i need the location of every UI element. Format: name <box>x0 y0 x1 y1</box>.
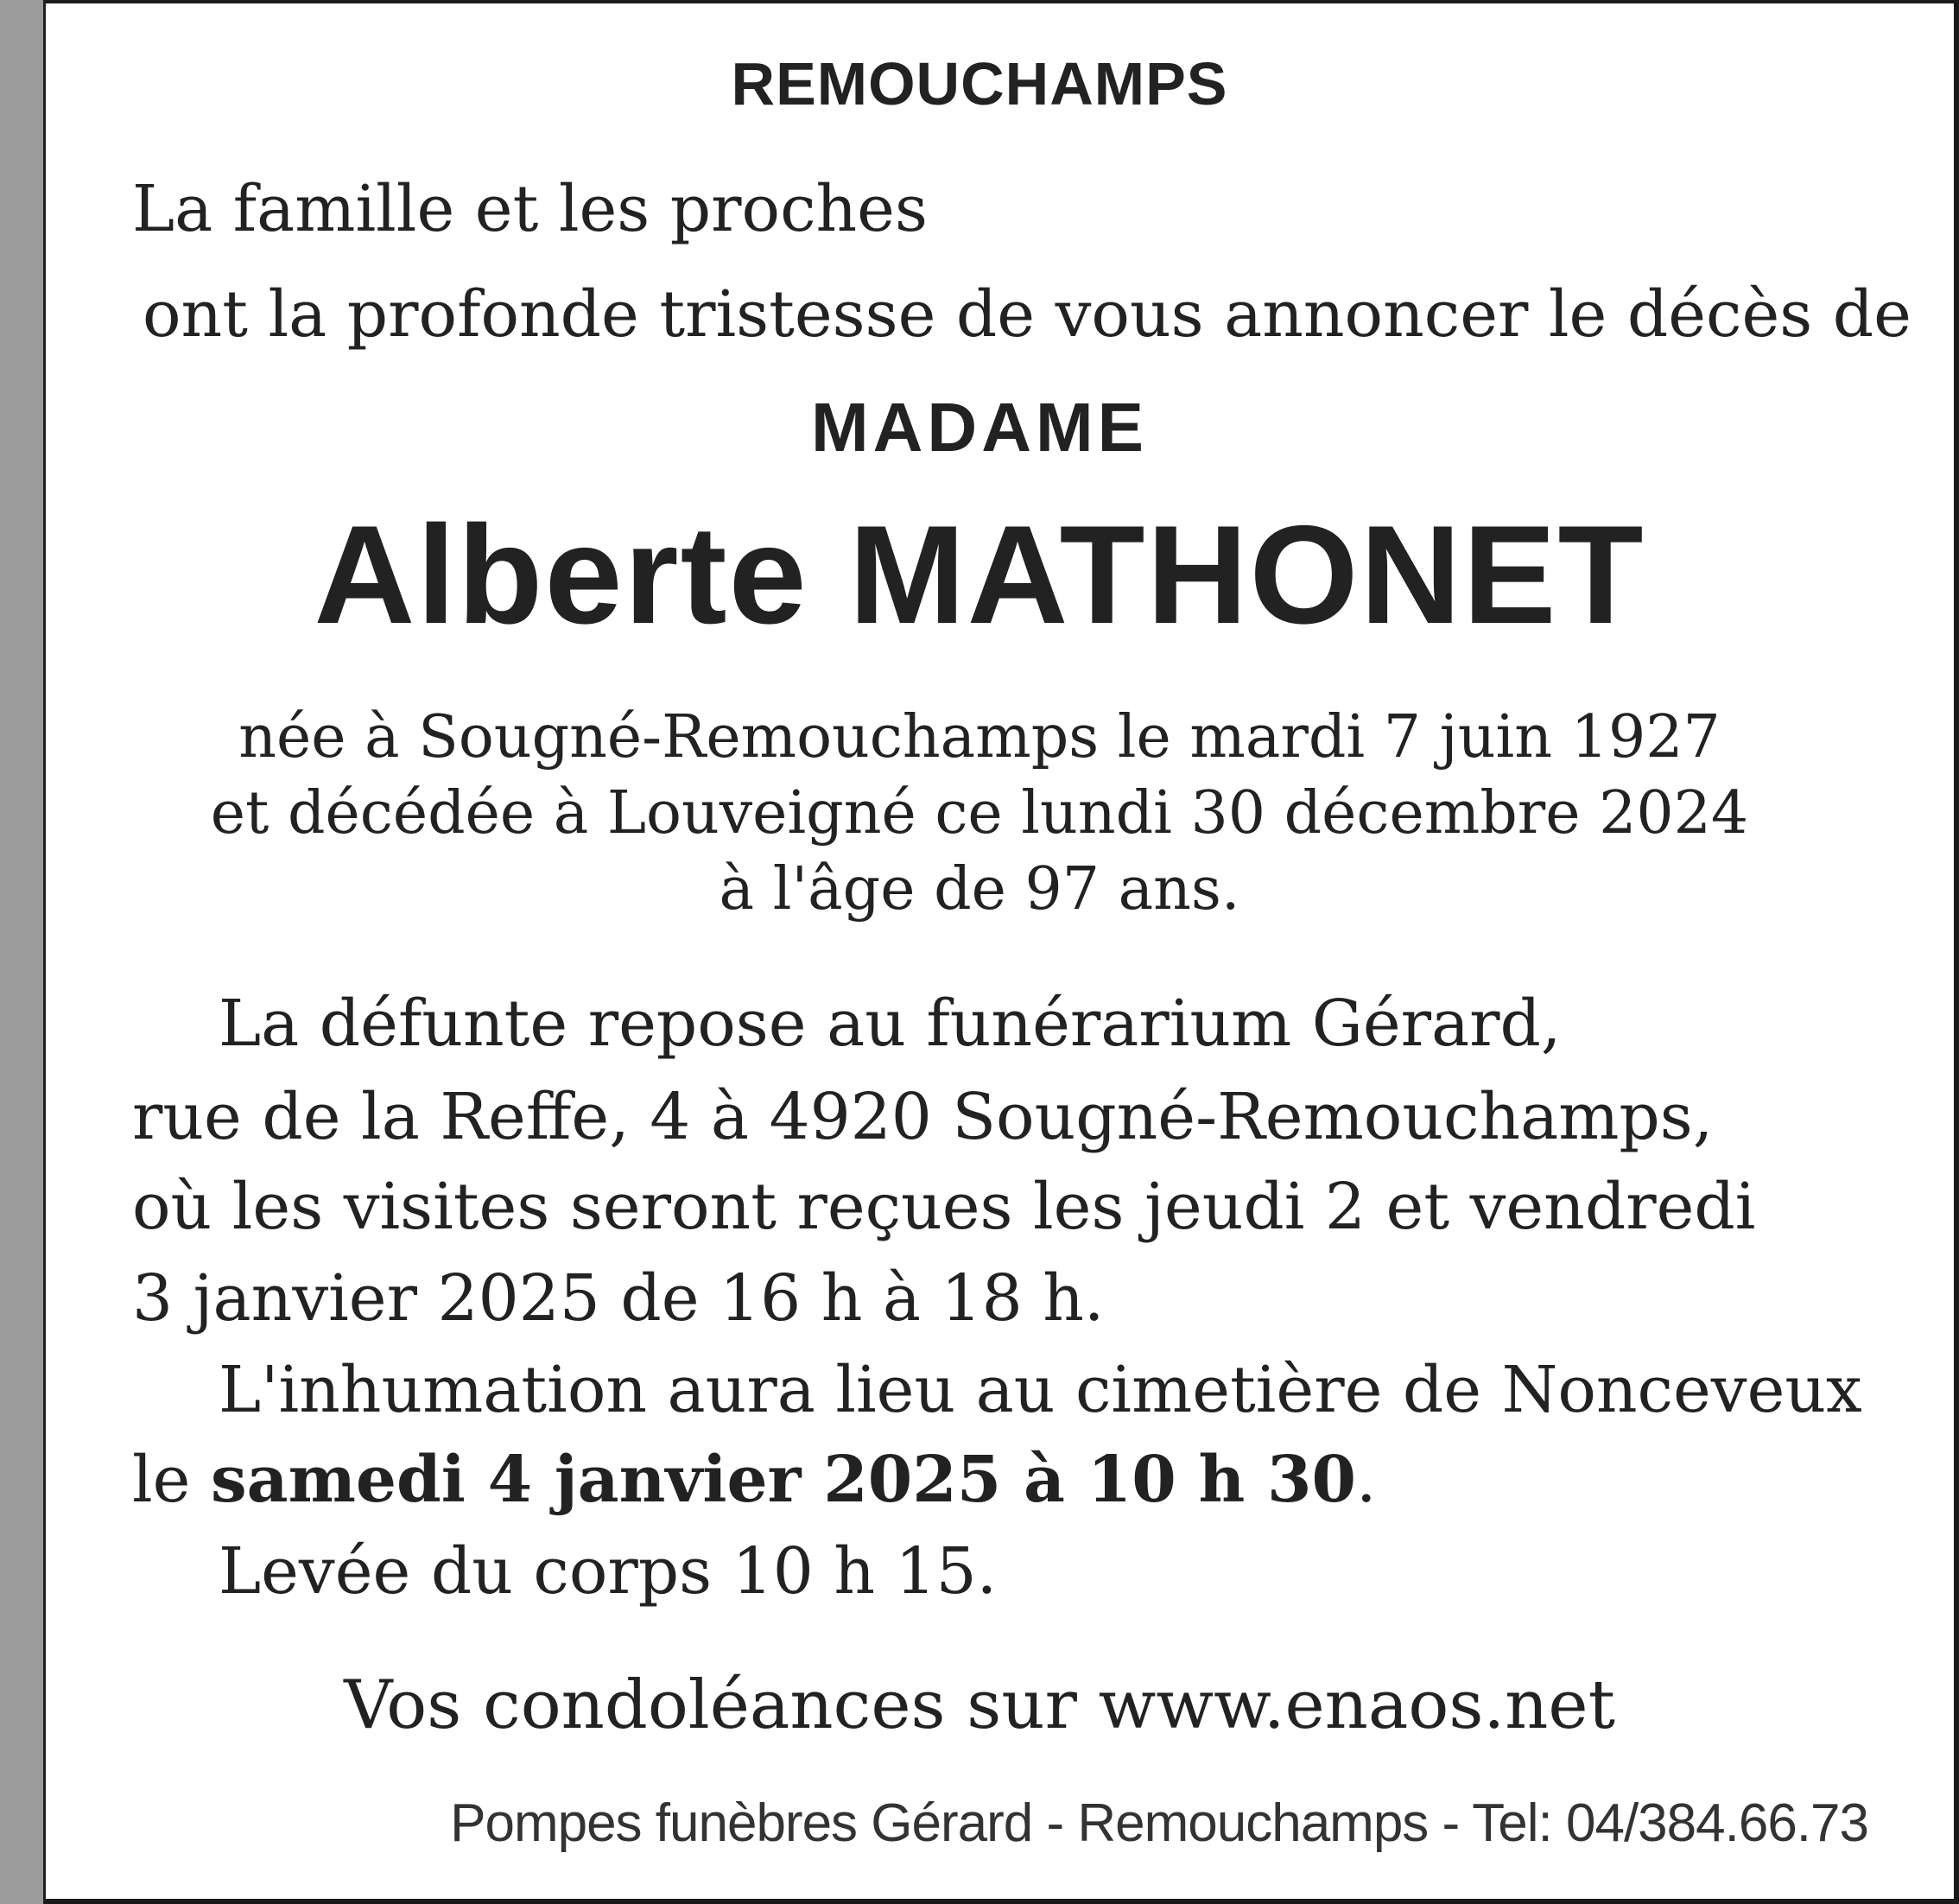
honorific: MADAME <box>811 389 1148 466</box>
burial-date-time: samedi 4 janvier 2025 à 10 h 30 <box>210 1443 1357 1517</box>
body-line-7: Levée du corps 10 h 15. <box>219 1534 998 1609</box>
funeral-home-footer: Pompes funèbres Gérard - Remouchamps - Tel: 04/384.66.73 <box>450 1793 1868 1853</box>
death-line: et décédée à Louveigné ce lundi 30 décembre 2024 <box>210 779 1749 847</box>
birth-line: née à Sougné-Remouchamps le mardi 7 juin 1927 <box>238 703 1721 771</box>
burial-prefix: le <box>132 1443 211 1517</box>
body-line-4: 3 janvier 2025 de 16 h à 18 h. <box>132 1261 1105 1336</box>
deceased-name: Alberte MATHONET <box>314 497 1645 653</box>
body-line-2: rue de la Reffe, 4 à 4920 Sougné-Remouchamps, <box>132 1080 1714 1154</box>
intro-line-1: La famille et les proches <box>132 172 928 246</box>
age-line: à l'âge de 97 ans. <box>719 855 1240 923</box>
burial-suffix: . <box>1356 1443 1377 1517</box>
body-line-3: où les visites seront reçues les jeudi 2 et vendredi <box>132 1170 1756 1244</box>
body-line-1: La défunte repose au funérarium Gérard, <box>219 987 1562 1061</box>
condolences-line: Vos condoléances sur www.enaos.net <box>344 1666 1615 1744</box>
left-border-rule <box>43 0 46 1904</box>
body-line-6 <box>132 1443 1377 1517</box>
locality-heading: REMOUCHAMPS <box>731 50 1228 117</box>
intro-line-2: ont la profonde tristesse de vous annoncer le décès de <box>143 277 1911 352</box>
left-gray-bar <box>0 0 43 1904</box>
body-line-5: L'inhumation aura lieu au cimetière de Nonceveux <box>219 1353 1862 1427</box>
